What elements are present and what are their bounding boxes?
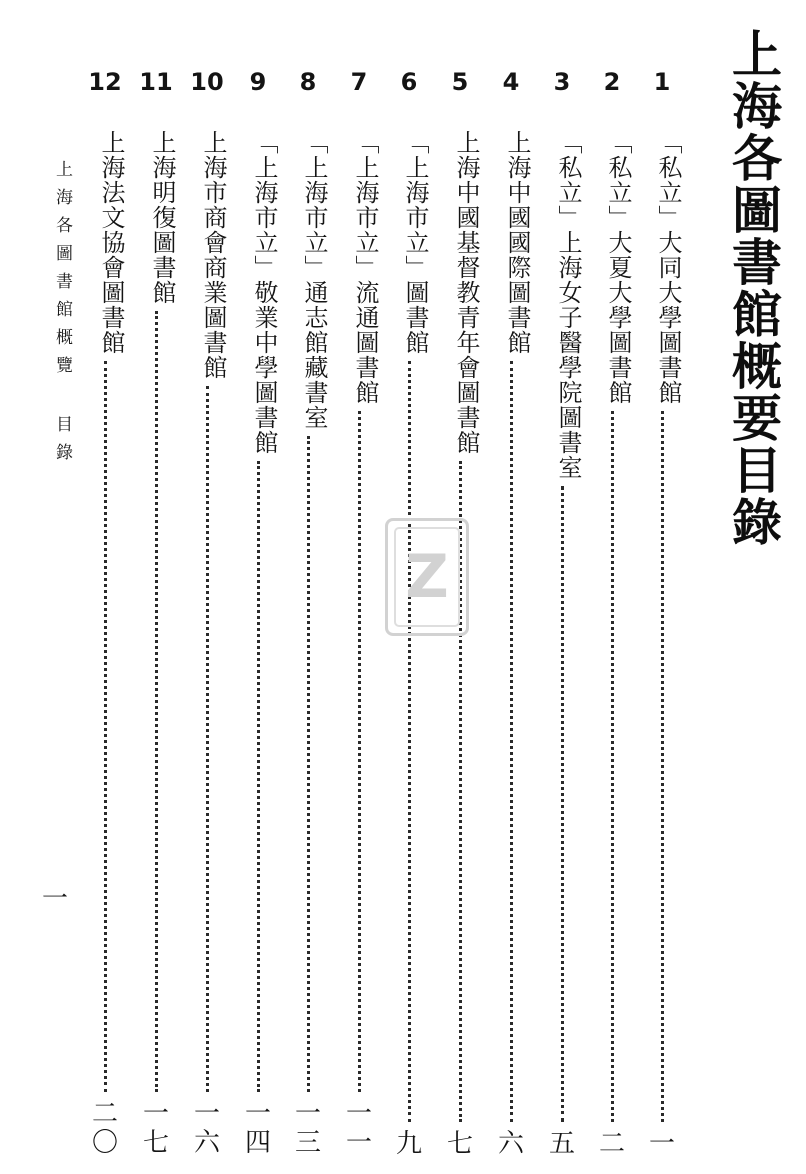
toc-entry — [333, 70, 385, 1160]
entry-title: 「上海市立」敬業中學圖書館 — [250, 130, 278, 455]
entry-page: 五 — [548, 1129, 575, 1159]
entry-page: 二 — [598, 1129, 625, 1159]
entry-title: 上海法文協會圖書館 — [97, 130, 125, 355]
entry-number: 12 — [88, 68, 122, 96]
dot-leader — [611, 411, 614, 1122]
running-header: 上海各圖書館概覽 目錄 — [52, 160, 72, 471]
dot-leader — [206, 386, 209, 1092]
entry-page: 一七 — [142, 1099, 169, 1158]
entry-title: 上海中國基督教青年會圖書館 — [452, 130, 480, 455]
toc-entry — [232, 70, 284, 1160]
entry-page: 九 — [395, 1129, 422, 1159]
toc-entry — [485, 70, 537, 1160]
dot-leader — [155, 311, 158, 1092]
entry-number: 3 — [553, 68, 571, 96]
entry-page: 六 — [497, 1129, 524, 1159]
entry-page: 一 — [648, 1129, 675, 1159]
toc-entry — [586, 70, 638, 1160]
entry-number: 9 — [249, 68, 267, 96]
entry-number: 10 — [190, 68, 224, 96]
entry-title: 上海明復圖書館 — [148, 130, 176, 305]
toc-entry — [282, 70, 334, 1160]
toc-entry — [181, 70, 233, 1160]
entry-title: 「上海市立」通志館藏書室 — [300, 130, 328, 430]
entry-page: 一六 — [193, 1099, 220, 1158]
entry-title: 「上海市立」圖書館 — [401, 130, 429, 355]
toc-entry — [536, 70, 588, 1160]
toc-entry — [130, 70, 182, 1160]
entry-title: 「上海市立」流通圖書館 — [351, 130, 379, 405]
dot-leader — [307, 436, 310, 1092]
entry-number: 5 — [451, 68, 469, 96]
dot-leader — [561, 486, 564, 1122]
entry-number: 11 — [139, 68, 173, 96]
dot-leader — [358, 411, 361, 1092]
dot-leader — [408, 361, 411, 1122]
entry-number: 8 — [299, 68, 317, 96]
dot-leader — [257, 461, 260, 1092]
entry-title: 「私立」上海女子醫學院圖書室 — [554, 130, 582, 480]
entry-number: 4 — [502, 68, 520, 96]
dot-leader — [661, 411, 664, 1122]
toc-entry — [636, 70, 688, 1160]
entry-title: 上海中國國際圖書館 — [503, 130, 531, 355]
entry-page: 一三 — [294, 1099, 321, 1158]
entry-page: 一四 — [244, 1099, 271, 1158]
entry-page: 一一 — [345, 1099, 372, 1158]
dot-leader — [510, 361, 513, 1122]
entry-number: 6 — [400, 68, 418, 96]
dot-leader — [104, 361, 107, 1092]
entry-title: 上海市商會商業圖書館 — [199, 130, 227, 380]
entry-title: 「私立」大同大學圖書館 — [654, 130, 682, 405]
entry-number: 2 — [603, 68, 621, 96]
entry-title: 「私立」大夏大學圖書館 — [604, 130, 632, 405]
document-title: 上海各圖書館概要目錄 — [724, 28, 783, 548]
folio-number: 一 — [42, 884, 69, 914]
entry-number: 7 — [350, 68, 368, 96]
entry-number: 1 — [653, 68, 671, 96]
entry-page: 七 — [446, 1129, 473, 1159]
entry-page: 二〇 — [91, 1099, 118, 1158]
toc-entry — [79, 70, 131, 1160]
library-stamp-watermark: Z — [385, 518, 469, 636]
